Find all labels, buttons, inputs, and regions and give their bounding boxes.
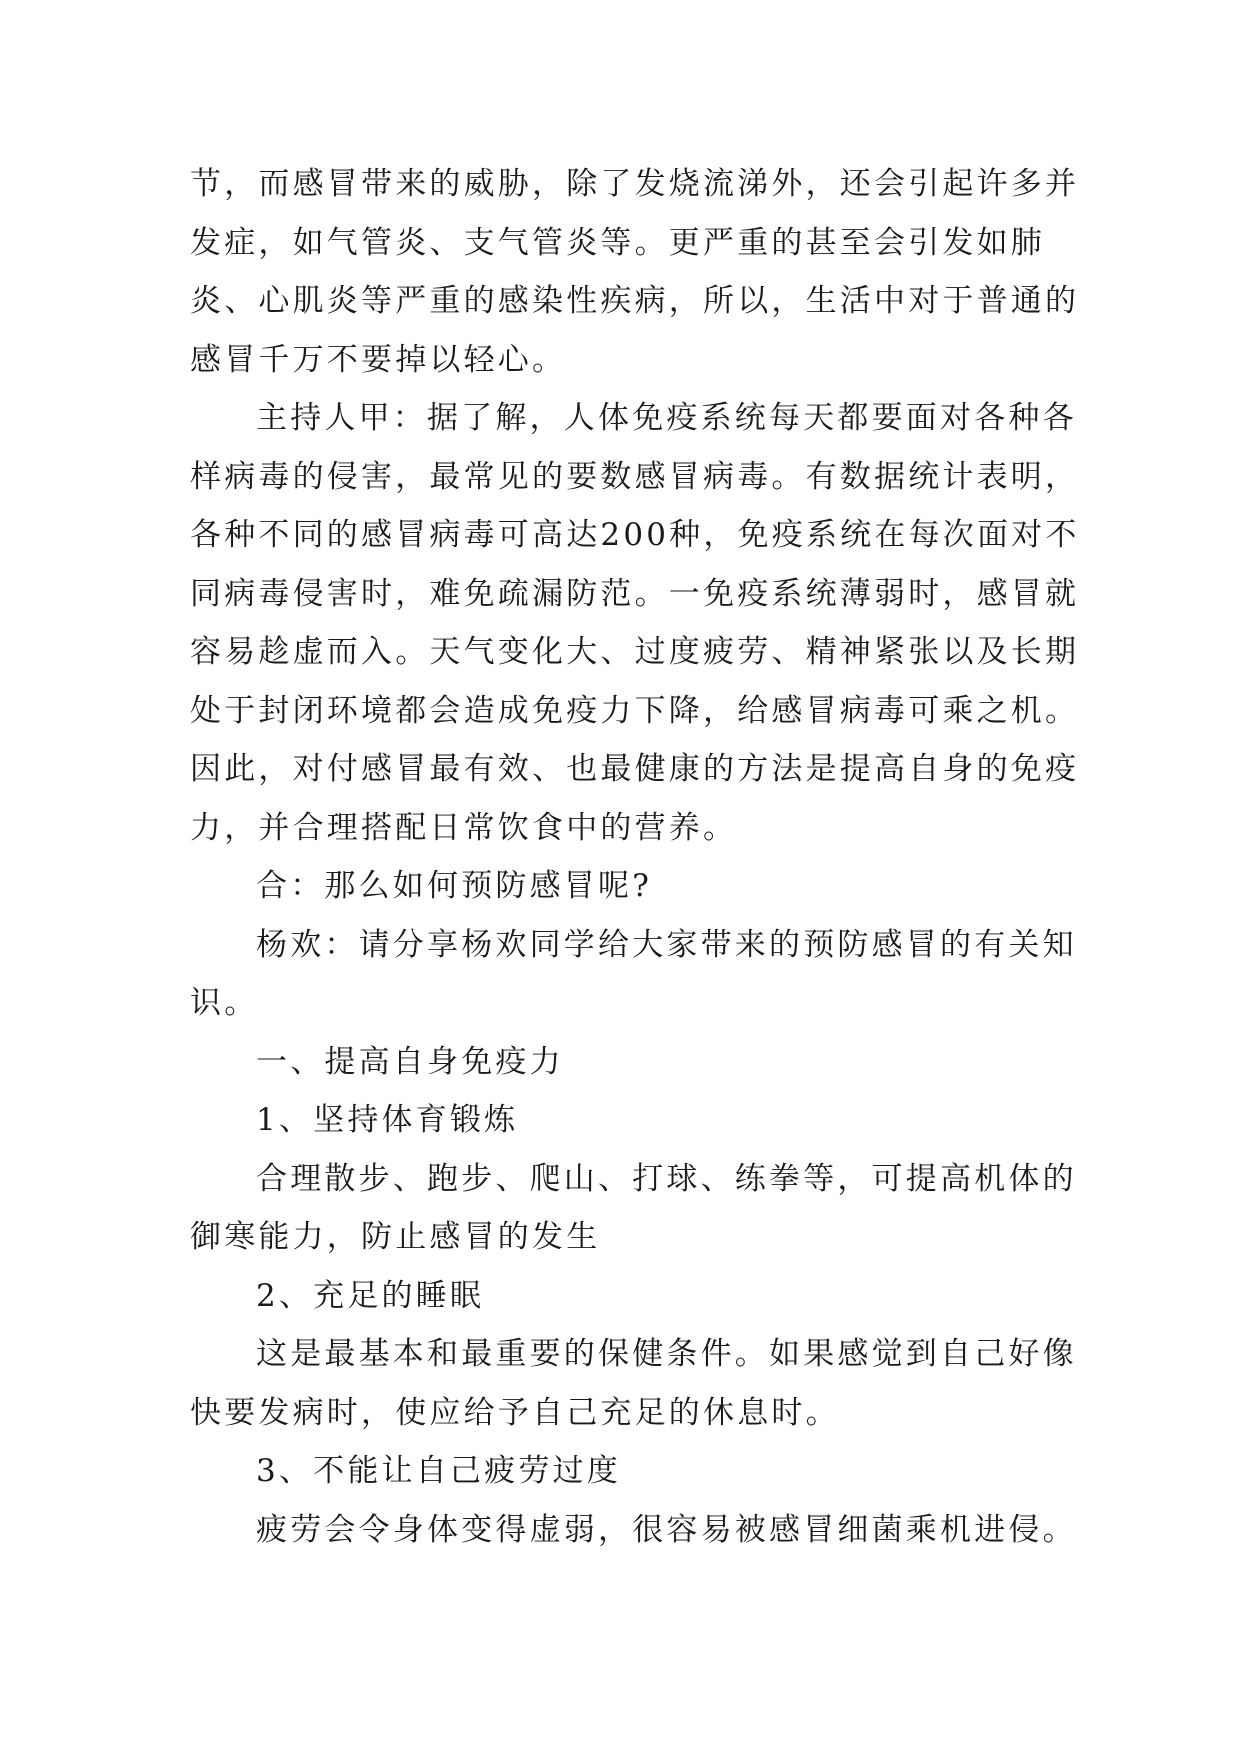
paragraph-together-question: 合：那么如何预防感冒呢? xyxy=(256,868,653,904)
heading-item-1: 1、坚持体育锻炼 xyxy=(256,1102,519,1138)
paragraph-intro-continued: 节，而感冒带来的威胁，除了发烧流涕外，还会引起许多并发症，如气管炎、支气管炎等。更严重的甚至会引发如肺炎、心肌炎等严重的感染性疾病，所以，生活中对于普通的感冒千万不要掉以轻心。 xyxy=(190,166,1080,378)
heading-section-1: 一、提高自身免疫力 xyxy=(256,1043,564,1080)
paragraph-host-a: 主持人甲：据了解，人体免疫系统每天都要面对各种各样病毒的侵害，最常见的要数感冒病毒。有数据统计表明，各种不同的感冒病毒可高达200种，免疫系统在每次面对不同病毒侵害时，难免疏漏防范。一免疫系统薄弱时，感冒就容易趁虚而入。天气变化大、过度疲劳、精神紧张以及长期处于封闭环境都会造成免疫力下降，给感冒病毒可乘之机。因此，对付感冒最有效、也最健康的方法是提高自身的免疫力，并合理搭配日常饮食中的营养。 xyxy=(190,400,1080,846)
paragraph-yang-huan: 杨欢：请分享杨欢同学给大家带来的预防感冒的有关知识。 xyxy=(190,926,1077,1021)
heading-item-3: 3、不能让自己疲劳过度 xyxy=(256,1453,621,1489)
paragraph-item-1-body: 合理散步、跑步、爬山、打球、练拳等，可提高机体的御寒能力，防止感冒的发生 xyxy=(190,1160,1077,1255)
paragraph-item-2-body: 这是最基本和最重要的保健条件。如果感觉到自己好像快要发病时，使应给予自己充足的休息时。 xyxy=(190,1336,1077,1431)
document-body xyxy=(190,155,1080,1559)
paragraph-item-3-body: 疲劳会令身体变得虚弱，很容易被感冒细菌乘机进侵。 xyxy=(256,1511,1077,1548)
heading-item-2: 2、充足的睡眠 xyxy=(256,1277,485,1314)
